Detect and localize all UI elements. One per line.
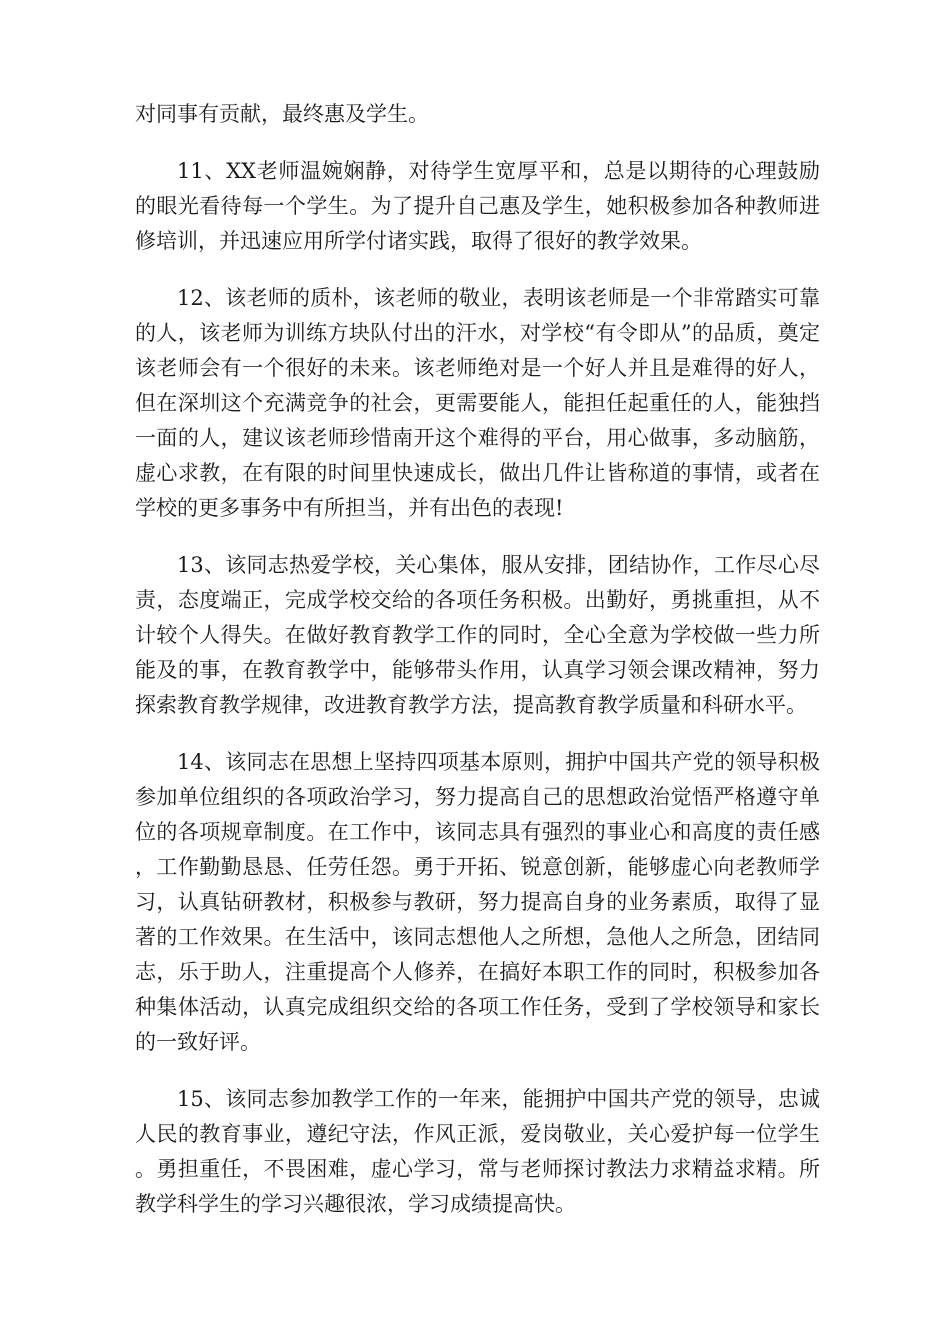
paragraph-item-15: 15、该同志参加教学工作的一年来，能拥护中国共产党的领导，忠诚人民的教育事业，遵纪守法，作风正派，爱岗敬业，关心爱护每一位学生。勇担重任，不畏困难，虚心学习，常与老师探讨教法力求精益求精。所教学科学生的学习兴趣很浓，学习成绩提高快。 [135, 1087, 820, 1216]
paragraph-item-11: 11、XX老师温婉娴静，对待学生宽厚平和，总是以期待的心理鼓励的眼光看待每一个学生。为了提升自己惠及学生，她积极参加各种教师进修培训，并迅速应用所学付诸实践，取得了很好的教学效果。 [135, 159, 820, 253]
document-page [135, 97, 820, 1244]
paragraph-continuation: 对同事有贡献，最终惠及学生。 [135, 102, 429, 126]
paragraph-item-14: 14、该同志在思想上坚持四项基本原则，拥护中国共产党的领导积极参加单位组织的各项政治学习，努力提高自己的思想政治觉悟严格遵守单位的各项规章制度。在工作中，该同志具有强烈的事业心和高度的责任感，工作勤勤恳恳、任劳任怨。勇于开拓、锐意创新，能够虚心向老教师学习，认真钻研教材，积极参与教研，努力提高自身的业务素质，取得了显著的工作效果。在生活中，该同志想他人之所想，急他人之所急，团结同志，乐于助人，注重提高个人修养，在搞好本职工作的同时，积极参加各种集体活动，认真完成组织交给的各项工作任务，受到了学校领导和家长的一致好评。 [135, 750, 820, 1054]
paragraph-item-12: 12、该老师的质朴，该老师的敬业，表明该老师是一个非常踏实可靠的人，该老师为训练方块队付出的汗水，对学校“有令即从”的品质，奠定该老师会有一个很好的未来。该老师绝对是一个好人并且是难得的好人，但在深圳这个充满竞争的社会，更需要能人，能担任起重任的人，能独挡一面的人，建议该老师珍惜南开这个难得的平台，用心做事，多动脑筋，虚心求教，在有限的时间里快速成长，做出几件让皆称道的事情，或者在学校的更多事务中有所担当，并有出色的表现! [135, 286, 820, 520]
paragraph-item-13: 13、该同志热爱学校，关心集体，服从安排，团结协作，工作尽心尽责，态度端正，完成学校交给的各项任务积极。出勤好，勇挑重担，从不计较个人得失。在做好教育教学工作的同时，全心全意为学校做一些力所能及的事，在教育教学中，能够带头作用，认真学习领会课改精神，努力探索教育教学规律，改进教育教学方法，提高教育教学质量和科研水平。 [135, 553, 820, 717]
